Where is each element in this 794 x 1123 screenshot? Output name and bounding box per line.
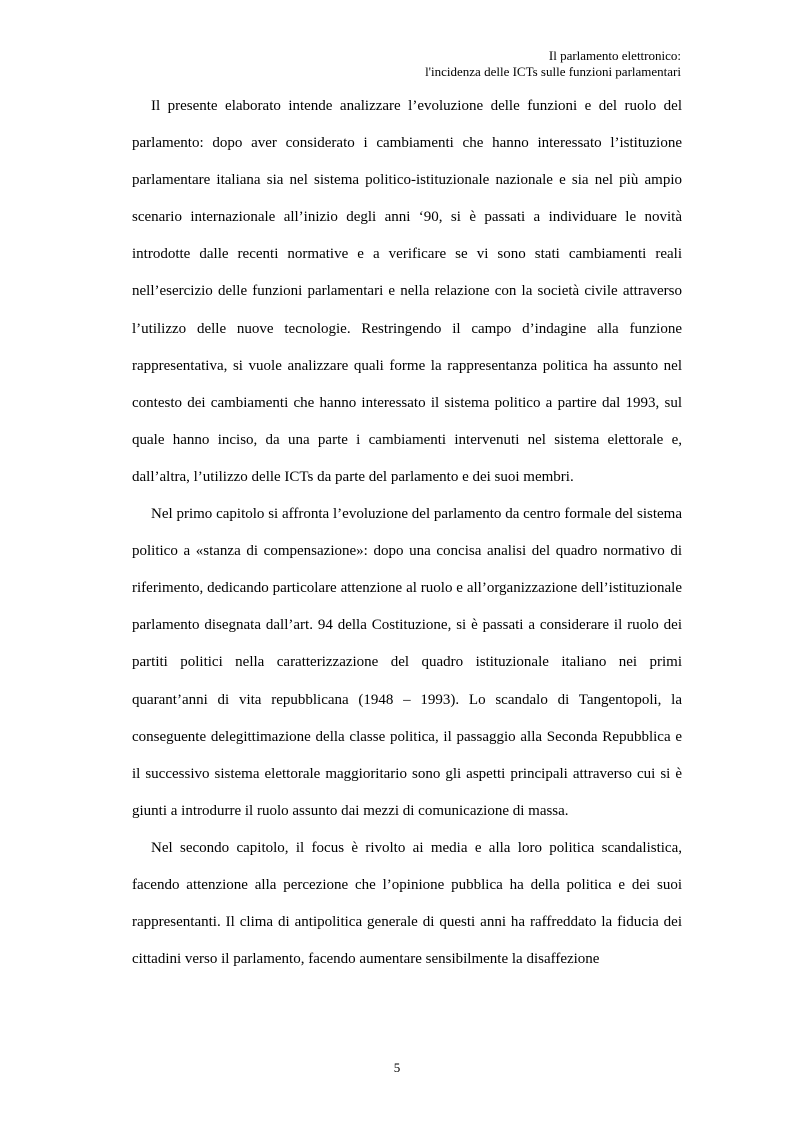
paragraph-second-chapter: Nel secondo capitolo, il focus è rivolto ai media e alla loro politica scandalistica, facendo attenzione alla percezione che l’opinione pubblica ha della politica e dei suoi rappresentanti. Il clima di antipolitica generale di questi anni ha raffreddato la fiducia dei cittadini verso il parlamento, facendo aumentare sensibilmente la disaffezione bbox=[132, 839, 682, 968]
body-text bbox=[132, 88, 682, 978]
header-title: Il parlamento elettronico: bbox=[548, 48, 681, 63]
paragraph-first-chapter: Nel primo capitolo si affronta l’evoluzione del parlamento da centro formale del sistema politico a «stanza di compensazione»: dopo una concisa analisi del quadro normativo di riferimento, dedicando particolare attenzione al ruolo e all’organizzazione dell’istituzionale parlamento disegnata dall’art. 94 della Costituzione, si è passati a considerare il ruolo dei partiti politici nella caratterizzazione del quadro istituzionale italiano nei primi quarant’anni di vita repubblicana (1948 – 1993). Lo scandalo di Tangentopoli, la conseguente delegittimazione della classe politica, il passaggio alla Seconda Repubblica e il successivo sistema elettorale maggioritario sono gli aspetti principali attraverso cui si è giunti a introdurre il ruolo assunto dai mezzi di comunicazione di massa. bbox=[132, 506, 682, 819]
page-number: 5 bbox=[393, 1060, 401, 1075]
paragraph-intro: Il presente elaborato intende analizzare l’evoluzione delle funzioni e del ruolo del parlamento: dopo aver considerato i cambiamenti che hanno interessato l’istituzione parlamentare italiana sia nel sistema politico-istituzionale nazionale e sia nel più ampio scenario internazionale all’inizio degli anni ‘90, si è passati a individuare le novità introdotte dalle recenti normative e a verificare se vi sono stati cambiamenti reali nell’esercizio delle funzioni parlamentari e nella relazione con la società civile attraverso l’utilizzo delle nuove tecnologie. Restringendo il campo d’indagine alla funzione rappresentativa, si vuole analizzare quali forme la rappresentanza politica ha assunto nel contesto dei cambiamenti che hanno interessato il sistema politico a partire dal 1993, sul quale hanno inciso, da una parte i cambiamenti intervenuti nel sistema elettorale e, dall’altra, l’utilizzo delle ICTs da parte del parlamento e dei suoi membri. bbox=[132, 98, 682, 485]
header-subtitle: l'incidenza delle ICTs sulle funzioni parlamentari bbox=[425, 64, 681, 79]
running-header bbox=[261, 48, 681, 80]
